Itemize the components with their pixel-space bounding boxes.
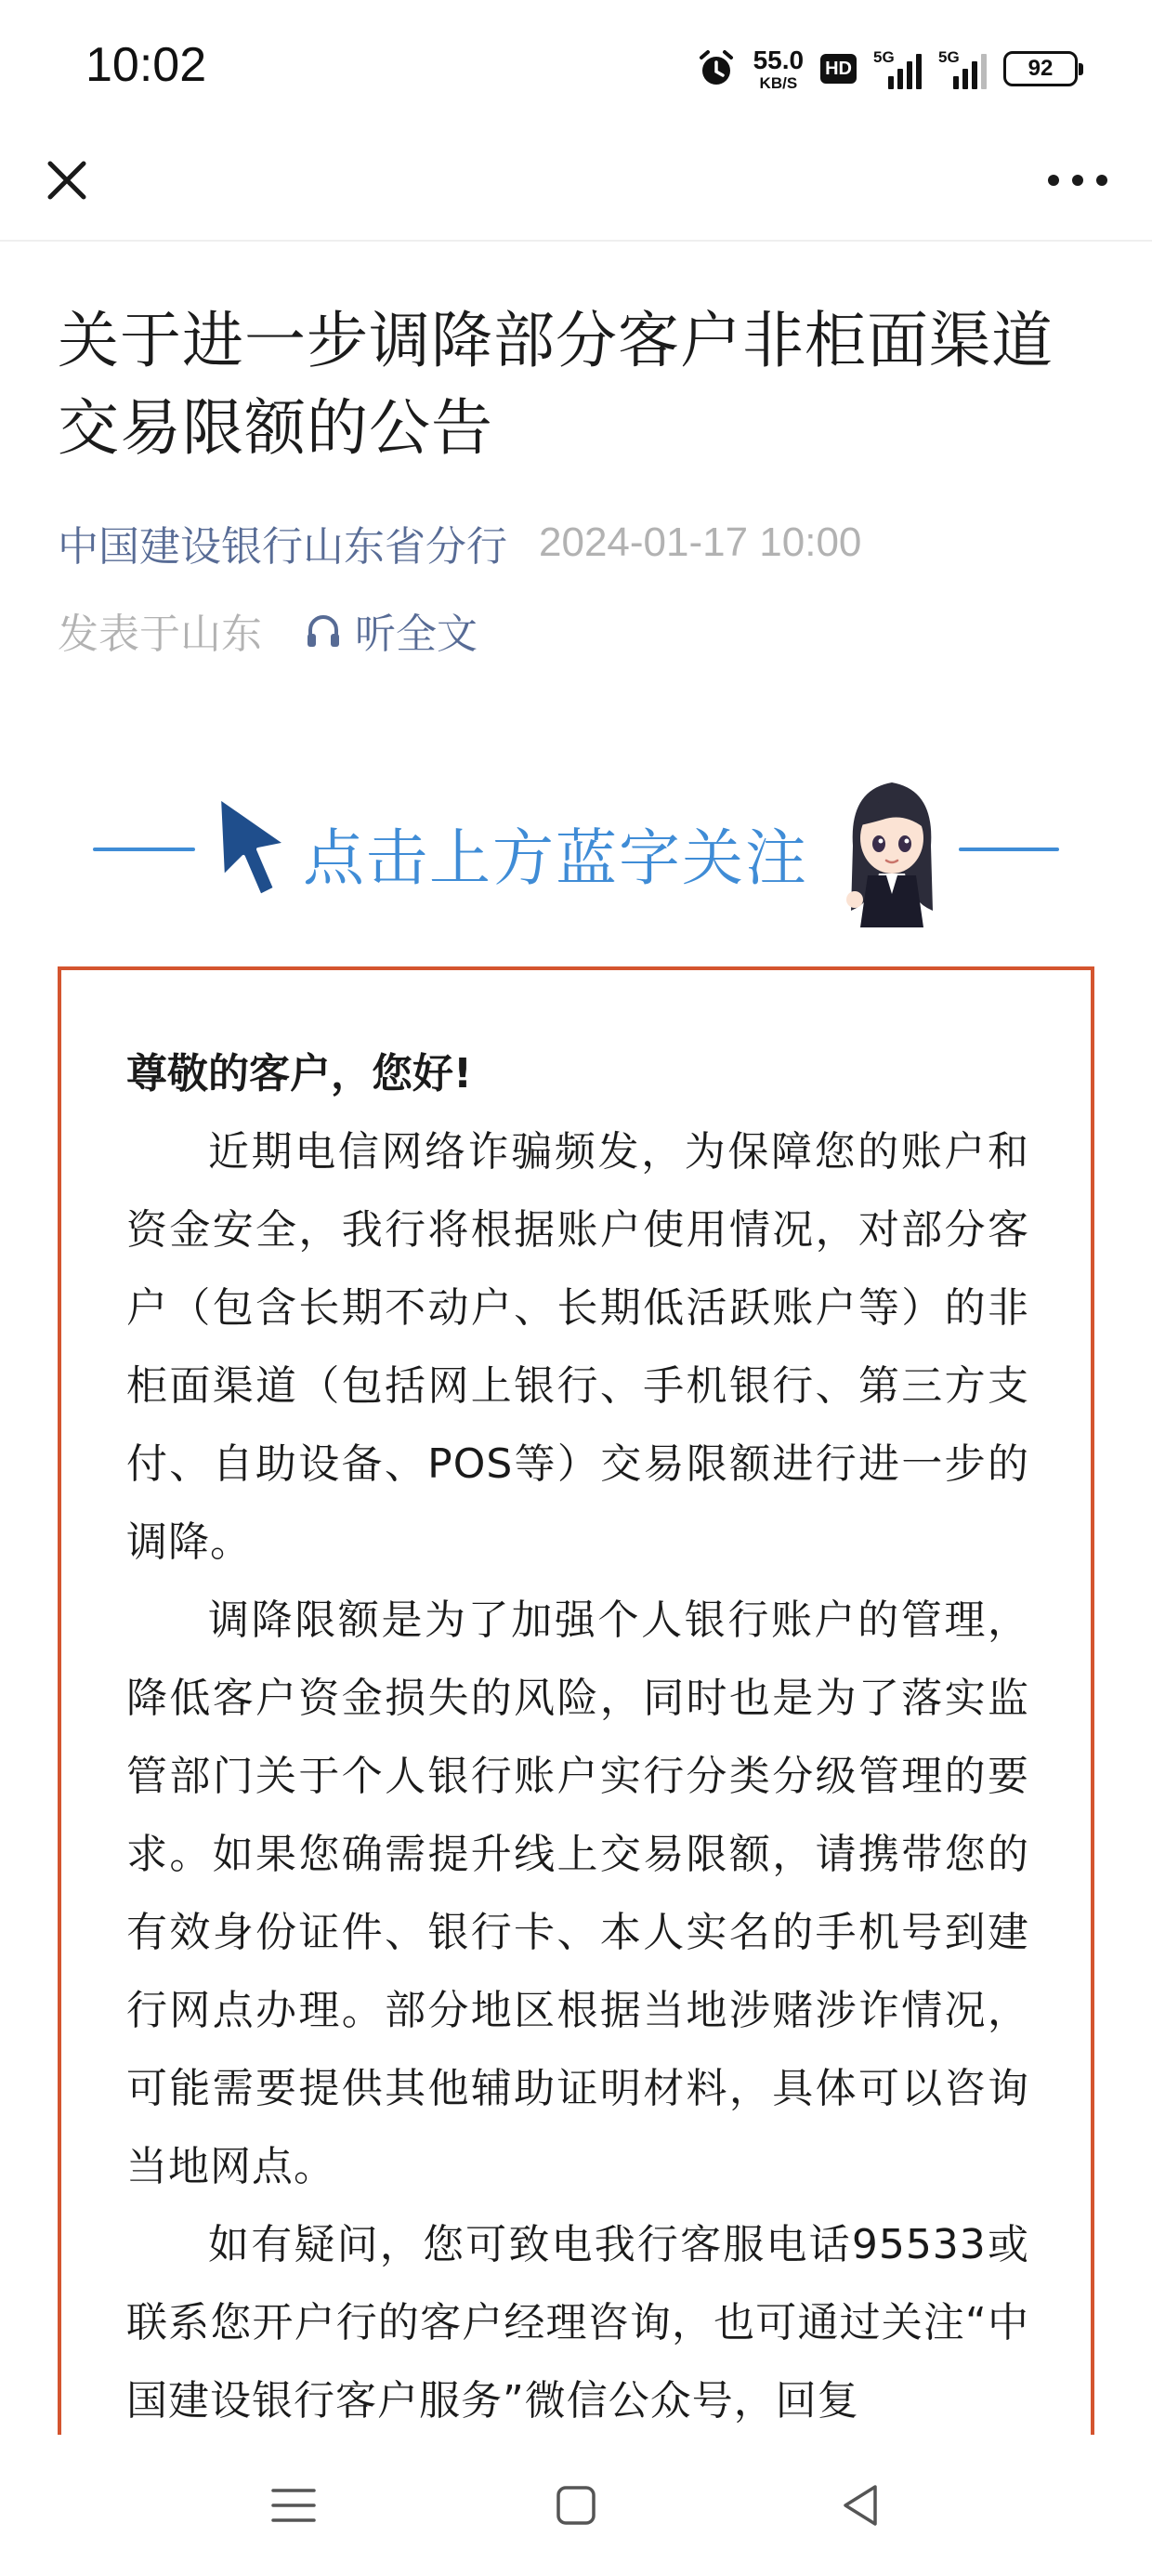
network-speed-value: 55.0 xyxy=(753,45,805,74)
article-meta xyxy=(58,513,861,572)
system-nav-bar xyxy=(0,2435,1152,2576)
home-icon[interactable] xyxy=(546,2476,606,2535)
follow-banner-text: 点击上方蓝字关注 xyxy=(303,822,808,894)
back-icon[interactable] xyxy=(832,2476,892,2535)
network-speed xyxy=(753,47,805,91)
signal-sim1-icon xyxy=(873,48,922,89)
publish-location: 发表于山东 xyxy=(58,611,262,658)
more-icon[interactable] xyxy=(1041,147,1115,214)
listen-full-text-label: 听全文 xyxy=(355,611,478,658)
follow-banner-line-left xyxy=(93,848,195,851)
article-title: 关于进一步调降部分客户非柜面渠道交易限额的公告 xyxy=(58,305,1054,464)
girl-avatar-icon xyxy=(836,771,948,929)
notice-greeting: 尊敬的客户，您好! xyxy=(126,1050,473,1097)
battery-level: 92 xyxy=(1028,56,1054,81)
nav-bar xyxy=(0,121,1152,242)
listen-full-text-button[interactable] xyxy=(303,600,478,660)
follow-banner-line-right xyxy=(959,848,1059,851)
account-name-link[interactable]: 中国建设银行山东省分行 xyxy=(58,523,507,571)
signal-sim2-icon xyxy=(938,48,987,89)
notice-paragraph: 如有疑问，您可致电我行客服电话95533或联系您开户行的客户经理咨询，也可通过关注“中国建设银行客户服务”微信公众号，回复 xyxy=(126,2221,1029,2425)
alarm-icon xyxy=(696,48,737,89)
close-icon[interactable] xyxy=(33,147,100,214)
status-bar xyxy=(0,0,1152,121)
hd-icon: HD xyxy=(820,54,857,84)
status-icons xyxy=(696,43,1078,95)
publish-time: 2024-01-17 10:00 xyxy=(539,519,862,565)
signal-sim1-label: 5G xyxy=(873,48,895,66)
network-speed-unit: KB/S xyxy=(759,73,798,92)
notice-paragraph: 调降限额是为了加强个人银行账户的管理，降低客户资金损失的风险，同时也是为了落实监管部门关于个人银行账户实行分类分级管理的要求。如果您确需提升线上交易限额，请携带您的有效身份证件、银行卡、本人实名的手机号到建行网点办理。部分地区根据当地涉赌涉诈情况，可能需要提供其他辅助证明材料，具体可以咨询当地网点。 xyxy=(126,1597,1029,2190)
signal-sim2-label: 5G xyxy=(938,48,960,66)
status-time: 10:02 xyxy=(85,38,207,92)
notice-box xyxy=(58,966,1094,2546)
article-meta-secondary xyxy=(58,600,478,660)
notice-paragraph: 近期电信网络诈骗频发，为保障您的账户和资金安全，我行将根据账户使用情况，对部分客户（包含长期不动户、长期低活跃账户等）的非柜面渠道（包括网上银行、手机银行、第三方支付、自助设备、POS等）交易限额进行进一步的调降。 xyxy=(126,1128,1029,1566)
cursor-arrow-icon xyxy=(210,792,295,903)
menu-icon[interactable] xyxy=(264,2476,323,2535)
battery-icon xyxy=(1003,51,1078,86)
notice-content xyxy=(126,1035,1029,2440)
follow-banner xyxy=(93,771,1059,929)
headphones-icon xyxy=(303,610,344,651)
